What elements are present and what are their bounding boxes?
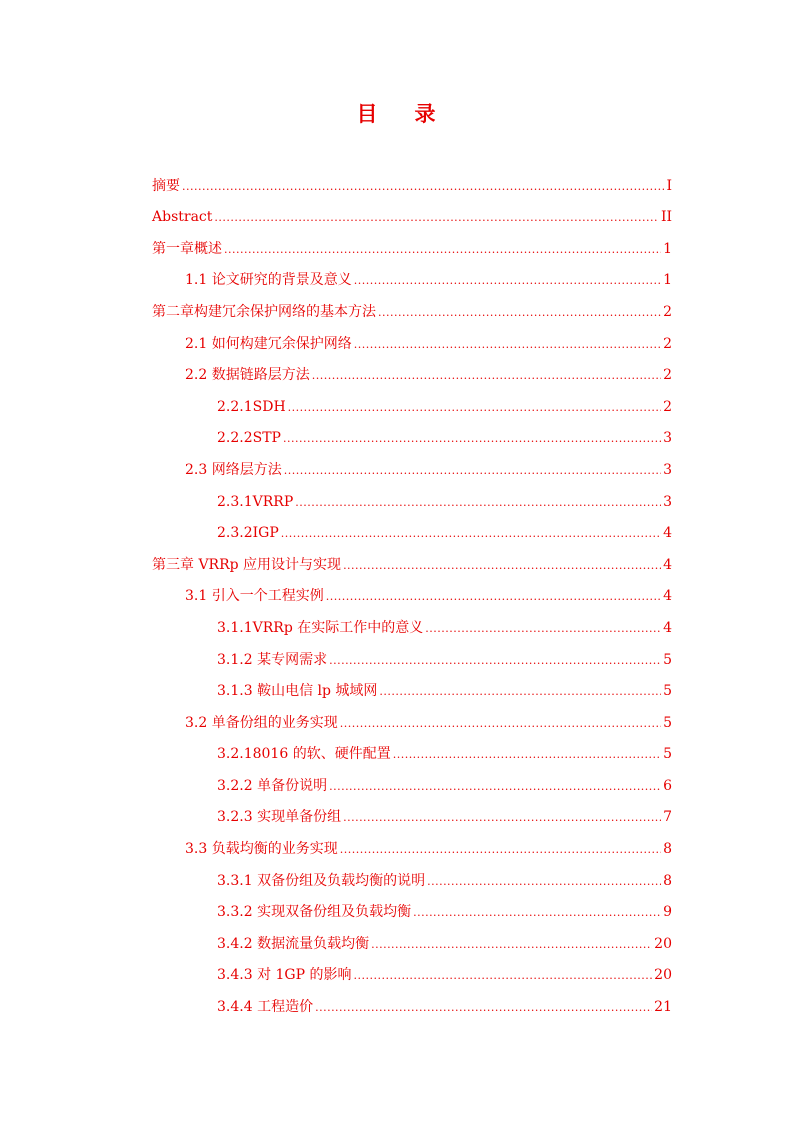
toc-dot-leader	[343, 559, 661, 573]
toc-entry[interactable]	[152, 162, 672, 194]
toc-entry[interactable]	[152, 668, 672, 700]
toc-dot-leader	[354, 274, 661, 288]
toc-entry[interactable]	[152, 541, 672, 573]
toc-dot-leader	[283, 432, 661, 446]
toc-entry-label: 3.4.4 工程造价	[217, 999, 314, 1016]
toc-dot-leader	[393, 748, 661, 762]
title-char-left: 目	[356, 101, 379, 126]
toc-entry-label: 3.2.18016 的软、硬件配置	[217, 746, 391, 763]
toc-entry-label: 摘要	[152, 177, 180, 194]
toc-dot-leader	[329, 780, 661, 794]
toc-entry-label: 3.3.1 双备份组及负载均衡的说明	[217, 872, 426, 889]
toc-dot-leader	[379, 685, 661, 699]
toc-dot-leader	[224, 243, 661, 257]
toc-entry-label: 3.3.2 实现双备份组及负载均衡	[217, 904, 412, 921]
toc-entry[interactable]	[152, 794, 672, 826]
toc-dot-leader	[340, 717, 661, 731]
toc-entry-page: 20	[654, 967, 672, 984]
toc-entry[interactable]	[152, 731, 672, 763]
toc-entry-page: 21	[654, 999, 672, 1016]
toc-entry[interactable]	[152, 225, 672, 257]
toc-entry[interactable]	[152, 920, 672, 952]
toc-entry[interactable]	[152, 573, 672, 605]
toc-entry-page: 2	[663, 367, 672, 384]
toc-entry-page: 3	[663, 461, 672, 478]
toc-dot-leader	[413, 906, 661, 920]
toc-dot-leader	[326, 590, 661, 604]
toc-entry-page: 9	[663, 904, 672, 921]
toc-dot-leader	[312, 369, 661, 383]
toc-dot-leader	[281, 527, 661, 541]
toc-entry-page: 8	[663, 872, 672, 889]
toc-entry[interactable]	[152, 288, 672, 320]
toc-entry-label: 2.2 数据链路层方法	[185, 367, 310, 384]
table-of-contents	[152, 162, 672, 1015]
toc-entry-page: 6	[663, 777, 672, 794]
toc-entry-page: 3	[663, 430, 672, 447]
toc-dot-leader	[182, 180, 664, 194]
toc-entry-page: 2	[663, 303, 672, 320]
toc-entry-page: 4	[663, 525, 672, 542]
toc-entry-label: 2.3.1VRRP	[217, 493, 294, 510]
toc-entry-page: 1	[663, 240, 672, 257]
toc-entry-page: 5	[663, 746, 672, 763]
toc-entry-label: 第二章构建冗余保护网络的基本方法	[152, 303, 376, 320]
toc-entry-label: 2.1 如何构建冗余保护网络	[185, 335, 352, 352]
toc-entry-page: 20	[654, 935, 672, 952]
toc-dot-leader	[315, 1001, 652, 1015]
toc-entry-label: 3.1 引入一个工程实例	[185, 588, 324, 605]
title-char-right: 录	[414, 101, 437, 126]
toc-dot-leader	[353, 969, 652, 983]
toc-dot-leader	[288, 401, 661, 415]
toc-entry[interactable]	[152, 952, 672, 984]
toc-entry[interactable]	[152, 415, 672, 447]
toc-dot-leader	[427, 875, 661, 889]
toc-entry-page: 5	[663, 683, 672, 700]
toc-entry[interactable]	[152, 604, 672, 636]
toc-entry-page: 4	[663, 588, 672, 605]
toc-entry[interactable]	[152, 857, 672, 889]
toc-dot-leader	[343, 811, 661, 825]
toc-entry-label: 第一章概述	[152, 240, 222, 257]
toc-entry[interactable]	[152, 194, 672, 226]
toc-dot-leader	[371, 938, 652, 952]
toc-dot-leader	[354, 338, 661, 352]
toc-dot-leader	[284, 464, 661, 478]
toc-entry[interactable]	[152, 383, 672, 415]
toc-entry[interactable]	[152, 446, 672, 478]
toc-entry-page: 4	[663, 619, 672, 636]
toc-entry-page: 5	[663, 714, 672, 731]
toc-entry[interactable]	[152, 699, 672, 731]
toc-entry-label: 3.4.3 对 1GP 的影响	[217, 967, 352, 984]
toc-entry[interactable]	[152, 478, 672, 510]
toc-dot-leader	[378, 306, 661, 320]
toc-entry-label: 2.2.1SDH	[217, 398, 286, 415]
toc-entry-page: 3	[663, 493, 672, 510]
toc-entry-page: 2	[663, 398, 672, 415]
toc-entry-page: 2	[663, 335, 672, 352]
toc-dot-leader	[214, 211, 659, 225]
toc-entry[interactable]	[152, 257, 672, 289]
toc-entry[interactable]	[152, 320, 672, 352]
toc-entry-label: 3.4.2 数据流量负载均衡	[217, 935, 370, 952]
toc-entry-page: I	[666, 177, 672, 194]
toc-entry-page: 5	[663, 651, 672, 668]
toc-entry-page: 8	[663, 841, 672, 858]
toc-entry[interactable]	[152, 636, 672, 668]
toc-entry-label: Abstract	[152, 209, 213, 226]
toc-entry-label: 3.2 单备份组的业务实现	[185, 714, 338, 731]
toc-entry[interactable]	[152, 983, 672, 1015]
page-title	[0, 98, 793, 128]
toc-dot-leader	[329, 654, 661, 668]
toc-entry-label: 2.3 网络层方法	[185, 461, 282, 478]
toc-entry[interactable]	[152, 762, 672, 794]
toc-entry-label: 3.2.3 实现单备份组	[217, 809, 342, 826]
toc-entry-page: 7	[663, 809, 672, 826]
toc-entry-label: 1.1 论文研究的背景及意义	[185, 272, 352, 289]
toc-entry-label: 3.2.2 单备份说明	[217, 777, 328, 794]
toc-dot-leader	[295, 496, 661, 510]
toc-entry-label: 3.1.3 鞍山电信 lp 城域网	[217, 683, 378, 700]
toc-entry[interactable]	[152, 825, 672, 857]
toc-entry[interactable]	[152, 889, 672, 921]
toc-entry[interactable]	[152, 510, 672, 542]
toc-dot-leader	[340, 843, 661, 857]
toc-dot-leader	[425, 622, 661, 636]
toc-entry-label: 3.3 负载均衡的业务实现	[185, 841, 338, 858]
toc-entry-page: 4	[663, 556, 672, 573]
toc-entry-label: 第三章 VRRp 应用设计与实现	[152, 556, 342, 573]
toc-entry-label: 3.1.2 某专网需求	[217, 651, 328, 668]
toc-entry[interactable]	[152, 352, 672, 384]
toc-entry-page: II	[660, 209, 672, 226]
toc-entry-page: 1	[663, 272, 672, 289]
toc-entry-label: 2.3.2IGP	[217, 525, 279, 542]
toc-entry-label: 3.1.1VRRp 在实际工作中的意义	[217, 619, 424, 636]
toc-entry-label: 2.2.2STP	[217, 430, 281, 447]
